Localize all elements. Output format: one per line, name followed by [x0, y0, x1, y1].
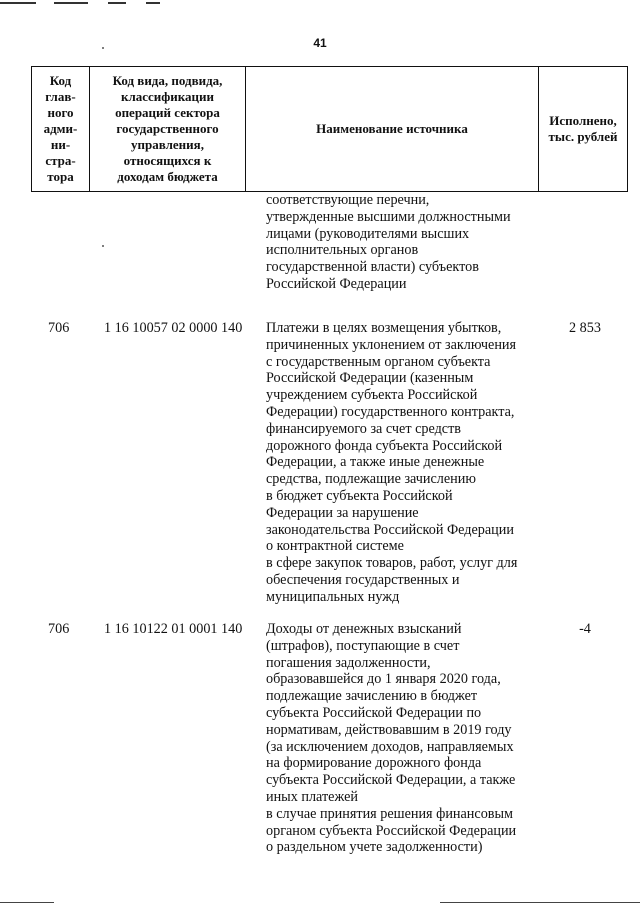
scan-speck — [102, 245, 104, 247]
row-classification-code: 1 16 10057 02 0000 140 — [104, 320, 243, 336]
header-admin-code: Код глав- ного адми- ни- стра- тора — [32, 67, 90, 192]
header-row — [32, 67, 628, 192]
scan-bottom-rule — [0, 902, 54, 903]
row-source-name: Доходы от денежных взысканий (штрафов), поступающие в счет погашения задолженности, образовавшейся до 1 января 2020 года, подлежащие зачислению в бюджет субъекта Российской Федерации по нормативам, действовавшим в 2019 году (за исключением доходов, направляемых на формирование дорожного фонда субъекта Российской Федерации, а также иных платежей в случае принятия решения финансовым органом субъекта Российской Федерации о раздельном учете задолженности) — [266, 621, 517, 856]
row-source-name: Платежи в целях возмещения убытков, причиненных уклонением от заключения с государственным органом субъекта Российской Федерации (казенным учреждением субъекта Российской Федерации) государственного контракта, финансируемого за счет средств дорожного фонда субъекта Российской Федерации, а также иные денежные средства, подлежащие зачислению в бюджет субъекта Российской Федерации за нарушение законодательства Российской Федерации о контрактной системе в сфере закупок товаров, работ, услуг для обеспечения государственных и муниципальных нужд — [266, 320, 518, 605]
header-classification-code: Код вида, подвида, классификации операций сектора государственного управления, относящихся к доходам бюджета — [90, 67, 246, 192]
header-amount: Исполнено, тыс. рублей — [539, 67, 628, 192]
row-classification-code: 1 16 10122 01 0001 140 — [104, 621, 243, 637]
header-source-name: Наименование источника — [246, 67, 539, 192]
table-header — [31, 66, 628, 192]
scan-speck — [102, 47, 104, 49]
row-amount: 2 853 — [569, 320, 601, 336]
scan-edge-marks — [0, 0, 640, 8]
row-admin-code: 706 — [48, 621, 70, 637]
scan-bottom-rule — [440, 902, 640, 903]
page-number: 41 — [313, 36, 327, 50]
continuation-text: соответствующие перечни, утвержденные высшими должностными лицами (руководителями высших исполнительных органов государственной власти) субъектов Российской Федерации — [266, 192, 511, 292]
row-admin-code: 706 — [48, 320, 70, 336]
row-amount: -4 — [579, 621, 591, 637]
